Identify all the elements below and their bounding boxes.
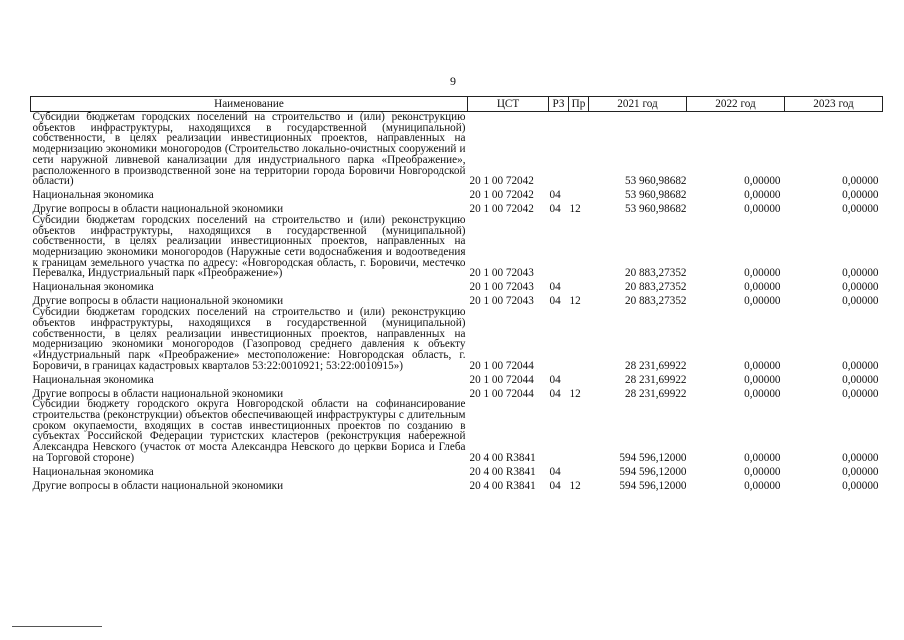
row-cst: 20 1 00 72044: [469, 359, 534, 372]
row-name: Национальная экономика: [32, 189, 154, 202]
table-row: [31, 385, 883, 399]
header-2023: 2023 год: [785, 97, 883, 112]
row-rz: 04: [549, 203, 561, 216]
row-2021: 20 883,27352: [624, 267, 687, 280]
row-2021: 28 231,69922: [624, 359, 687, 372]
row-2023: 0,00000: [842, 451, 879, 464]
row-2021: 53 960,98682: [624, 189, 687, 202]
row-2022: 0,00000: [744, 295, 781, 308]
row-name: Субсидии бюджетам городских поселений на строительство и (или) реконструкцию объектов инфраструктуры, находящихся в государственной (муниципальной) собственности, в целях реализации инвестиционных проектов, направленных на модернизацию экономики моногородов (Газопровод среднего давления к объекту «Индустриальный парк «Преображение» местоположение: Новгородская область, г. Боровичи, в границах кадастровых кварталов 53:22:0010921; 53:22:0010915»): [32, 306, 466, 372]
row-pr: [569, 215, 589, 279]
header-2022: 2022 год: [687, 97, 785, 112]
row-2022: 0,00000: [744, 359, 781, 372]
row-2023: 0,00000: [842, 479, 879, 492]
row-cst: 20 1 00 72044: [469, 387, 534, 400]
row-rz: 04: [549, 373, 561, 386]
row-cst: 20 4 00 R3841: [469, 479, 536, 492]
row-2023: 0,00000: [842, 267, 879, 280]
row-2021: 20 883,27352: [624, 281, 687, 294]
row-cst: 20 1 00 72042: [469, 175, 534, 188]
table-row: [31, 399, 883, 463]
row-2021: 53 960,98682: [624, 203, 687, 216]
table-row: [31, 112, 883, 187]
row-cst: 20 1 00 72043: [469, 295, 534, 308]
header-pr: Пр: [569, 97, 589, 112]
row-2023: 0,00000: [842, 373, 879, 386]
row-rz: 04: [549, 281, 561, 294]
header-cst: ЦСТ: [468, 97, 549, 112]
header-2021: 2021 год: [589, 97, 687, 112]
row-pr: 12: [569, 295, 581, 308]
footer-divider: [12, 626, 102, 627]
row-cst: 20 1 00 72044: [469, 373, 534, 386]
header-rz: РЗ: [549, 97, 569, 112]
table-row: [31, 307, 883, 371]
table-row: [31, 293, 883, 307]
row-2022: 0,00000: [744, 451, 781, 464]
row-2022: 0,00000: [744, 203, 781, 216]
row-2022: 0,00000: [744, 465, 781, 478]
row-pr: [569, 399, 589, 463]
row-pr: [569, 307, 589, 371]
row-name: Другие вопросы в области национальной экономики: [32, 479, 284, 492]
row-name: Другие вопросы в области национальной экономики: [32, 387, 284, 400]
row-pr: [569, 187, 589, 201]
row-pr: 12: [569, 479, 581, 492]
table-row: [31, 464, 883, 478]
row-2023: 0,00000: [842, 465, 879, 478]
row-pr: 12: [569, 387, 581, 400]
budget-table: [30, 96, 883, 492]
header-name: Наименование: [31, 97, 468, 112]
row-2022: 0,00000: [744, 189, 781, 202]
table-row: [31, 279, 883, 293]
row-2021: 53 960,98682: [624, 175, 687, 188]
row-pr: [569, 112, 589, 187]
row-2022: 0,00000: [744, 175, 781, 188]
row-2023: 0,00000: [842, 189, 879, 202]
row-cst: 20 4 00 R3841: [469, 465, 536, 478]
row-2021: 28 231,69922: [624, 373, 687, 386]
row-cst: 20 4 00 R3841: [469, 451, 536, 464]
row-rz: [549, 215, 569, 279]
row-cst: 20 1 00 72043: [469, 267, 534, 280]
row-name: Национальная экономика: [32, 281, 154, 294]
row-2021: 28 231,69922: [624, 387, 687, 400]
row-pr: [569, 371, 589, 385]
row-2022: 0,00000: [744, 479, 781, 492]
row-rz: 04: [549, 479, 561, 492]
row-2022: 0,00000: [744, 387, 781, 400]
row-name: Субсидии бюджетам городских поселений на строительство и (или) реконструкцию объектов инфраструктуры, находящихся в государственной (муниципальной) собственности, в целях реализации инвестиционных проектов, направленных на модернизацию экономики моногородов (Наружные сети водоснабжения и водоотведения к границам земельного участка по адресу: «Новгородская область, г. Боровичи, местечко Перевалка, Индустриальный парк «Преображение»): [32, 213, 466, 280]
row-2023: 0,00000: [842, 281, 879, 294]
row-rz: [549, 112, 569, 187]
row-cst: 20 1 00 72042: [469, 189, 534, 202]
table-header-row: [31, 97, 883, 112]
row-2022: 0,00000: [744, 281, 781, 294]
page-number: 9: [450, 74, 456, 88]
row-2022: 0,00000: [744, 373, 781, 386]
row-pr: [569, 464, 589, 478]
row-cst: 20 1 00 72042: [469, 203, 534, 216]
row-2023: 0,00000: [842, 295, 879, 308]
table-row: [31, 478, 883, 492]
row-rz: 04: [549, 387, 561, 400]
row-2023: 0,00000: [842, 387, 879, 400]
row-name: Субсидии бюджету городского округа Новгородской области на софинансирование строительства (реконструкции) объектов обеспечивающей инфраструктуры с длительным сроком окупаемости, входящих в состав инвестиционных проектов по созданию в субъектах Российской Федерации туристских кластеров (реконструкция набережной Александра Невского (участок от моста Александра Невского до церкви Бориса и Глеба на Торговой стороне): [32, 398, 466, 464]
row-2021: 594 596,12000: [619, 465, 687, 478]
table-row: [31, 187, 883, 201]
row-2023: 0,00000: [842, 203, 879, 216]
row-name: Другие вопросы в области национальной экономики: [32, 203, 284, 216]
row-2021: 594 596,12000: [619, 451, 687, 464]
row-name: Другие вопросы в области национальной экономики: [32, 295, 284, 308]
row-pr: [569, 279, 589, 293]
row-2023: 0,00000: [842, 175, 879, 188]
table-row: [31, 215, 883, 279]
row-rz: [549, 399, 569, 463]
row-cst: 20 1 00 72043: [469, 281, 534, 294]
row-rz: 04: [549, 295, 561, 308]
row-pr: 12: [569, 203, 581, 216]
row-rz: 04: [549, 465, 561, 478]
row-name: Национальная экономика: [32, 373, 154, 386]
row-name: Субсидии бюджетам городских поселений на строительство и (или) реконструкцию объектов инфраструктуры, находящихся в государственной (муниципальной) собственности, в целях реализации инвестиционных проектов, направленных на модернизацию экономики моногородов (Строительство локально-очистных сооружений и сети наружной ливневой канализации для индустриального парка «Преображение», расположенного в производственной зоне на территории города Боровичи Новгородской области): [32, 111, 466, 188]
row-2023: 0,00000: [842, 359, 879, 372]
row-rz: [549, 307, 569, 371]
row-rz: 04: [549, 189, 561, 202]
table-row: [31, 201, 883, 215]
row-2021: 20 883,27352: [624, 295, 687, 308]
row-2022: 0,00000: [744, 267, 781, 280]
row-2021: 594 596,12000: [619, 479, 687, 492]
row-name: Национальная экономика: [32, 465, 154, 478]
table-row: [31, 371, 883, 385]
